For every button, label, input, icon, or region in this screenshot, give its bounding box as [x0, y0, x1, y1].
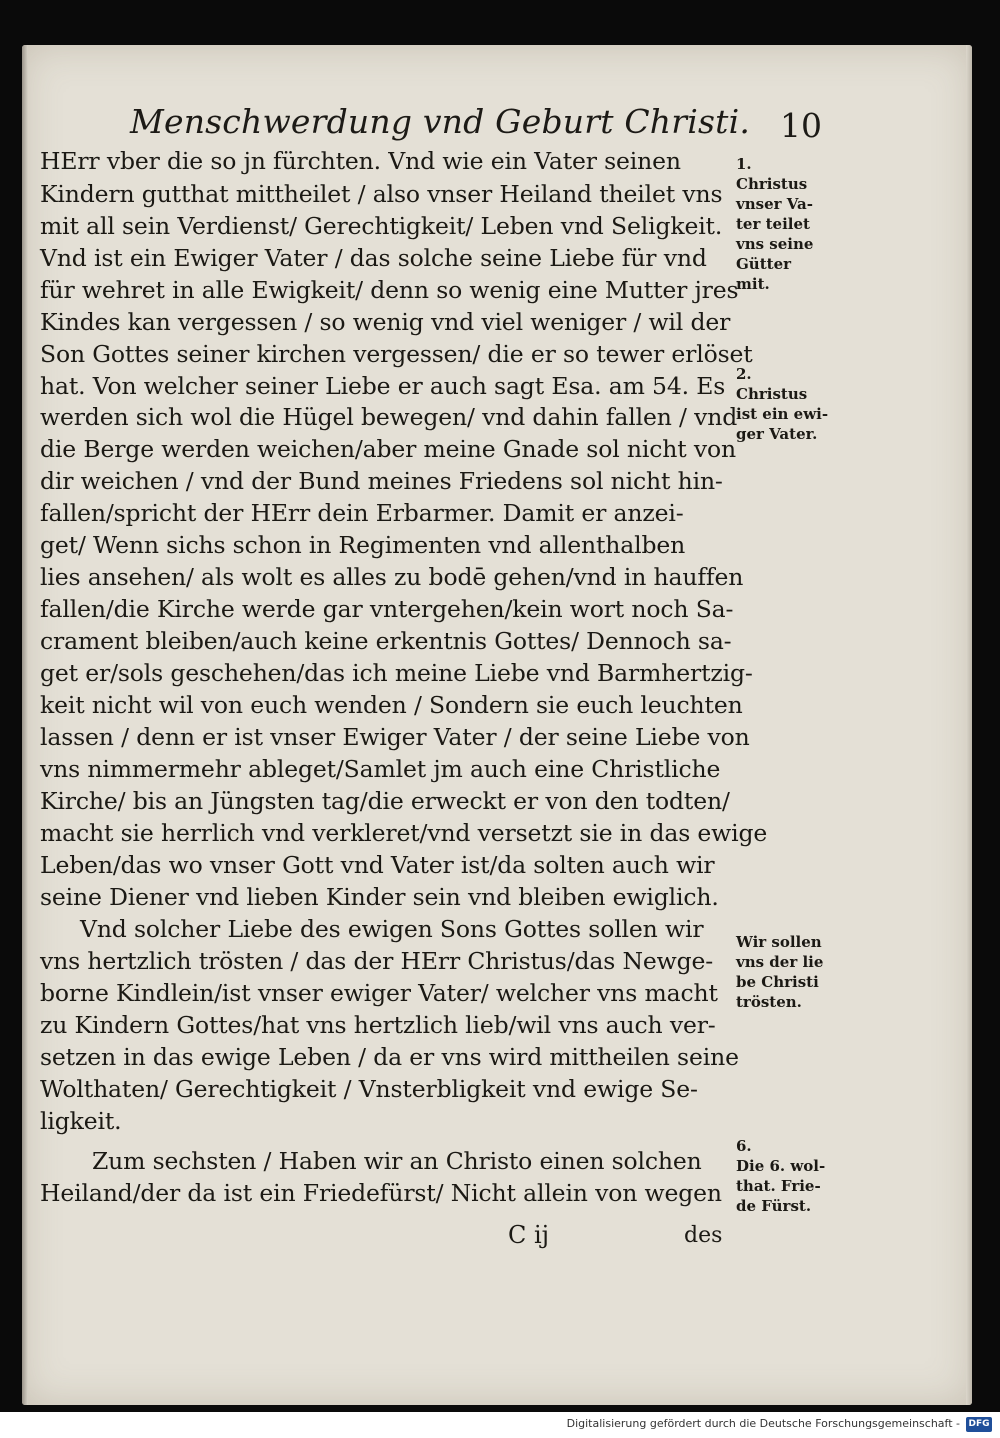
marginal-note	[736, 1136, 858, 1216]
text-line: get er/sols geschehen/das ich meine Liebe vnd Barmhertzig-	[40, 659, 753, 687]
text-line: macht sie herrlich vnd verkleret/vnd versetzt sie in das ewige	[40, 819, 768, 847]
marginal-note-line: de Fürst.	[736, 1197, 812, 1215]
marginal-note-line: ter teilet	[736, 215, 810, 233]
text-line: für wehret in alle Ewigkeit/ denn so wenig eine Mutter jres	[40, 276, 739, 304]
text-line: HErr vber die so jn fürchten. Vnd wie ein Vater seinen	[40, 147, 681, 175]
marginal-note-line: vns seine	[736, 235, 814, 253]
text-line: setzen in das ewige Leben / da er vns wird mittheilen seine	[40, 1043, 739, 1071]
text-line: ligkeit.	[40, 1107, 122, 1135]
marginal-note-line: ist ein ewi-	[736, 405, 829, 423]
marginal-note-line: trösten.	[736, 993, 802, 1011]
page-left-edge	[22, 45, 28, 1405]
text-line: Vnd solcher Liebe des ewigen Sons Gottes sollen wir	[80, 915, 704, 943]
marginal-note-line: Gütter	[736, 255, 792, 273]
marginal-note	[736, 932, 858, 1012]
text-line: vns hertzlich trösten / das der HErr Christus/das Newge-	[40, 947, 714, 975]
marginal-notes	[736, 146, 858, 1246]
text-line: fallen/spricht der HErr dein Erbarmer. Damit er anzei-	[40, 499, 684, 527]
signature-mark: C ij	[508, 1221, 550, 1249]
text-line: Kindern gutthat mittheilet / also vnser Heiland theilet vns	[40, 180, 723, 208]
marginal-note-line: that. Frie-	[736, 1177, 821, 1195]
marginal-note-line: be Christi	[736, 973, 819, 991]
text-line: lies ansehen/ als wolt es alles zu bodē gehen/vnd in hauffen	[40, 563, 744, 591]
text-line: keit nicht wil von euch wenden / Sondern sie euch leuchten	[40, 691, 743, 719]
text-line: Vnd ist ein Ewiger Vater / das solche seine Liebe für vnd	[40, 244, 707, 272]
marginal-note-line: vnser Va-	[736, 195, 813, 213]
dfg-logo: DFG	[966, 1417, 992, 1432]
text-line: Zum sechsten / Haben wir an Christo einen solchen	[92, 1147, 702, 1175]
text-line: Kindes kan vergessen / so wenig vnd viel weniger / wil der	[40, 308, 731, 336]
marginal-note-line: mit.	[736, 275, 770, 293]
marginal-note	[736, 154, 858, 294]
dfg-credit-text: Digitalisierung gefördert durch die Deutsche Forschungsgemeinschaft -	[566, 1417, 960, 1430]
page-number: 10	[780, 106, 822, 145]
running-head: Menschwerdung vnd Geburt Christi.	[130, 102, 751, 141]
text-line: mit all sein Verdienst/ Gerechtigkeit/ Leben vnd Seligkeit.	[40, 212, 723, 240]
marginal-note	[736, 364, 858, 444]
catchword: des	[684, 1223, 723, 1248]
page-right-edge	[966, 45, 972, 1405]
marginal-note-line: vns der lie	[736, 953, 824, 971]
text-line: crament bleiben/auch keine erkentnis Gottes/ Dennoch sa-	[40, 627, 732, 655]
footer-bar	[0, 1412, 1000, 1438]
text-line: vns nimmermehr ableget/Samlet jm auch eine Christliche	[40, 755, 721, 783]
text-line: zu Kindern Gottes/hat vns hertzlich lieb/wil vns auch ver-	[40, 1011, 716, 1039]
marginal-note-line: 1.	[736, 155, 752, 173]
text-line: get/ Wenn sichs schon in Regimenten vnd allenthalben	[40, 531, 686, 559]
marginal-note-line: Christus	[736, 385, 808, 403]
text-line: die Berge werden weichen/aber meine Gnade sol nicht von	[40, 435, 736, 463]
text-line: Son Gottes seiner kirchen vergessen/ die er so tewer erlöset	[40, 340, 753, 368]
marginal-note-line: 2.	[736, 365, 752, 383]
text-line: werden sich wol die Hügel bewegen/ vnd dahin fallen / vnd	[40, 403, 738, 431]
text-line: hat. Von welcher seiner Liebe er auch sagt Esa. am 54. Es	[40, 372, 726, 400]
text-line: Leben/das wo vnser Gott vnd Vater ist/da solten auch wir	[40, 851, 715, 879]
marginal-note-line: Die 6. wol-	[736, 1157, 826, 1175]
text-line: Heiland/der da ist ein Friedefürst/ Nicht allein von wegen	[40, 1179, 722, 1207]
marginal-note-line: Wir sollen	[736, 933, 822, 951]
text-line: Kirche/ bis an Jüngsten tag/die erweckt er von den todten/	[40, 787, 730, 815]
text-line: Wolthaten/ Gerechtigkeit / Vnsterbligkeit vnd ewige Se-	[40, 1075, 698, 1103]
text-line: dir weichen / vnd der Bund meines Friedens sol nicht hin-	[40, 467, 723, 495]
marginal-note-line: ger Vater.	[736, 425, 818, 443]
text-line: fallen/die Kirche werde gar vntergehen/kein wort noch Sa-	[40, 595, 734, 623]
marginal-note-line: 6.	[736, 1137, 752, 1155]
text-line: seine Diener vnd lieben Kinder sein vnd bleiben ewiglich.	[40, 883, 719, 911]
marginal-note-line: Christus	[736, 175, 808, 193]
text-line: borne Kindlein/ist vnser ewiger Vater/ welcher vns macht	[40, 979, 718, 1007]
text-line: lassen / denn er ist vnser Ewiger Vater / der seine Liebe von	[40, 723, 750, 751]
